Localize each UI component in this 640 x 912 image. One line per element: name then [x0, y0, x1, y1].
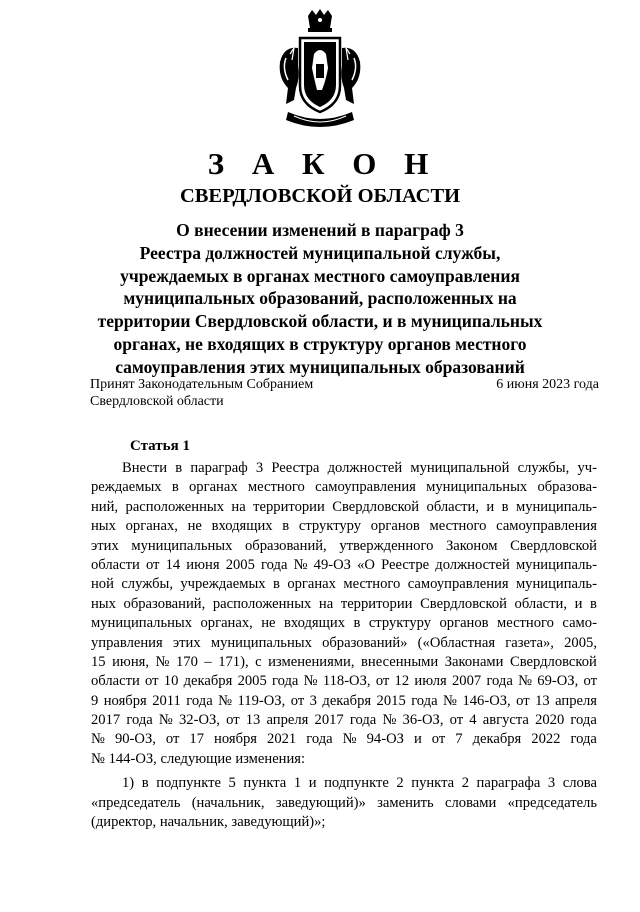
- subject-line: учреждаемых в органах местного самоуправления: [120, 265, 520, 286]
- subject-line: О внесении изменений в параграф 3: [176, 220, 464, 240]
- text-line: 15 июня, № 170 – 171), с изменениями, внесенными Законами Свердловской: [91, 653, 597, 670]
- text-line: области от 10 декабря 2005 года № 118-ОЗ, от 12 июля 2007 года № 69-ОЗ, от: [91, 673, 597, 690]
- text-line: № 90-ОЗ, от 17 ноября 2021 года № 94-ОЗ и от 7 декабря 2022 года: [91, 731, 597, 748]
- subject-line: муниципальных образований, расположенных на: [123, 288, 517, 309]
- document-type-title: З А К О Н: [207, 146, 439, 181]
- subject-line: органах, не входящих в структуру органов местного: [113, 333, 527, 354]
- text-line: 9 ноября 2011 года № 119-ОЗ, от 3 декабря 2015 года № 146-ОЗ, от 13 апреля: [91, 692, 597, 709]
- adoption-date: 6 июня 2023 года: [496, 377, 599, 392]
- text-line: муниципальных органах, не входящих в структуру органов местного само-: [91, 615, 597, 632]
- law-subject: [90, 219, 550, 379]
- text-line: области от 14 июня 2005 года № 49-ОЗ «О Реестре должностей муниципаль-: [91, 556, 597, 573]
- text-line: ных органах, не входящих в структуру органов местного самоуправления: [91, 518, 597, 535]
- coat-of-arms-icon: [270, 8, 370, 136]
- article-heading: Статья 1: [130, 438, 190, 454]
- adoption-note: [90, 376, 320, 410]
- text-line: (директор, начальник, заведующий)»;: [91, 814, 326, 831]
- text-line: 1) в подпункте 5 пункта 1 и подпункте 2 пункта 2 параграфа 3 слова: [122, 775, 597, 792]
- text-line: реждаемых в органах местного самоуправления муниципальных образова-: [91, 479, 597, 496]
- text-line: Внести в параграф 3 Реестра должностей муниципальной службы, уч-: [122, 460, 597, 476]
- subject-line: территории Свердловской области, и в муниципальных: [97, 311, 543, 332]
- text-line: этих муниципальных образований, утвержденного Законом Свердловской: [91, 537, 597, 554]
- article-body: [91, 459, 597, 832]
- text-line: ной службы, учреждаемых в органах местного самоуправления муниципаль-: [91, 576, 597, 593]
- text-line: ных образований, расположенных на территории Свердловской области, и в: [91, 595, 597, 612]
- text-line: 2017 года № 32-ОЗ, от 13 апреля 2017 года № 36-ОЗ, от 4 августа 2020 года: [91, 712, 597, 729]
- text-line: ний, расположенных на территории Свердловской области, и в муниципаль-: [91, 498, 597, 515]
- subject-line: Реестра должностей муниципальной службы,: [139, 242, 501, 263]
- subject-line: самоуправления этих муниципальных образований: [115, 356, 525, 377]
- adoption-line: Свердловской области: [90, 394, 224, 409]
- paragraph: [91, 774, 597, 832]
- text-line: № 144-ОЗ, следующие изменения:: [91, 750, 306, 767]
- text-line: управления этих муниципальных образований» («Областная газета», 2005,: [91, 634, 597, 651]
- region-title: СВЕРДЛОВСКОЙ ОБЛАСТИ: [179, 185, 461, 207]
- adoption-line: Принят Законодательным Собранием: [90, 377, 314, 392]
- paragraph: [91, 459, 597, 769]
- text-line: «председатель (начальник, заведующий)» заменить словами «председатель: [91, 794, 597, 811]
